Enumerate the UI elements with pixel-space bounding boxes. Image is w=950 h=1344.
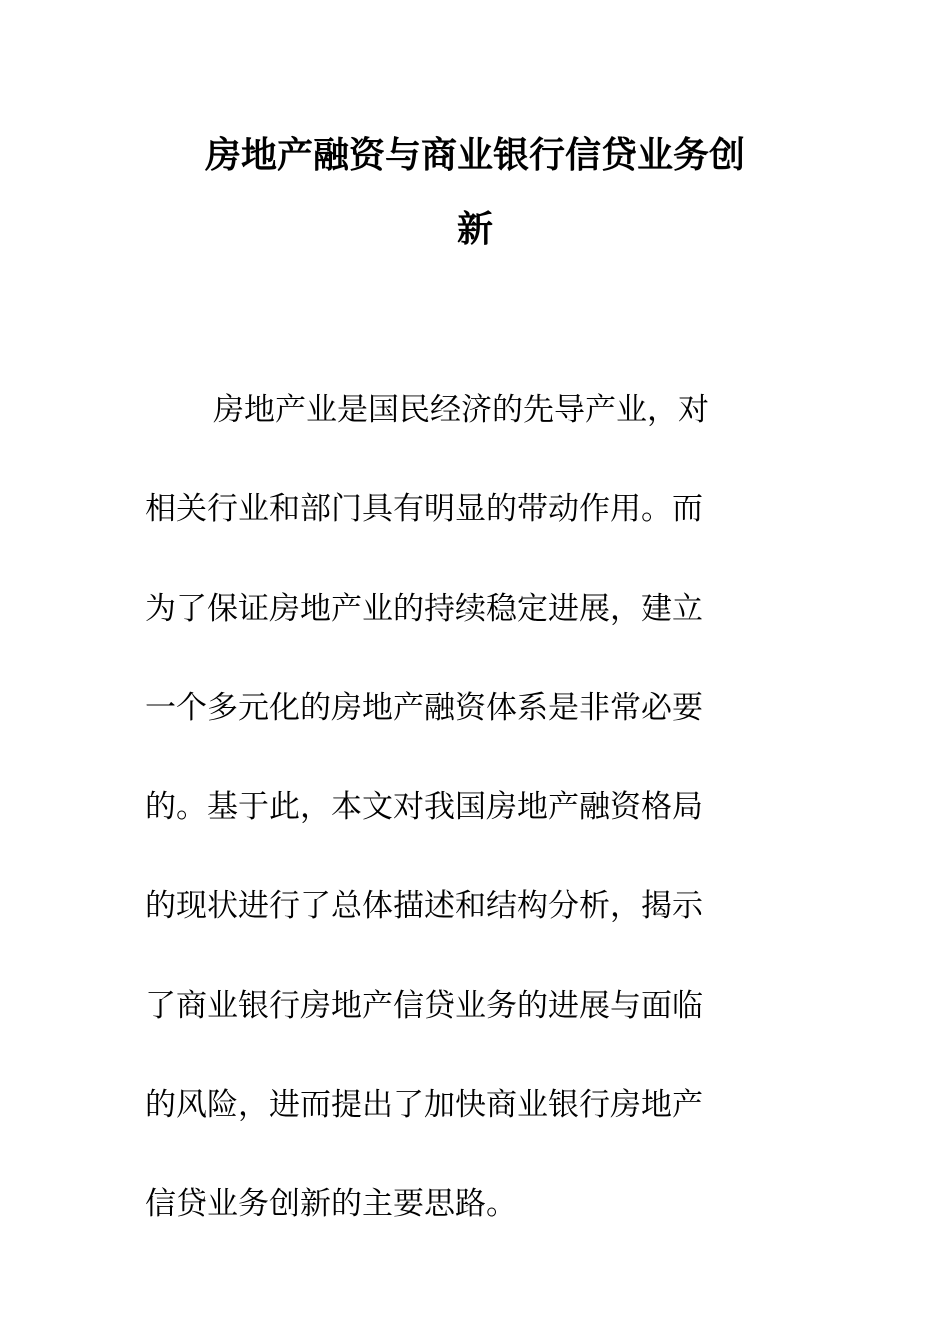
body-line: 信贷业务创新的主要思路。 — [145, 1186, 517, 1223]
title-line: 房地产融资与商业银行信贷业务创 — [204, 134, 745, 176]
body-line: 房地产业是国民经济的先导产业，对 — [213, 392, 709, 428]
body-line: 相关行业和部门具有明显的带动作用。而 — [145, 491, 703, 528]
body-line: 的风险，进而提出了加快商业银行房地产 — [145, 1087, 703, 1124]
body-line: 了商业银行房地产信贷业务的进展与面临 — [145, 987, 703, 1024]
body-line: 的。基于此，本文对我国房地产融资格局 — [145, 789, 703, 826]
document-title — [145, 118, 805, 266]
document-body — [145, 361, 785, 1255]
body-line: 的现状进行了总体描述和结构分析，揭示 — [145, 888, 703, 925]
title-line: 新 — [456, 208, 493, 250]
body-line: 为了保证房地产业的持续稳定进展，建立 — [145, 590, 703, 627]
body-line: 一个多元化的房地产融资体系是非常必要 — [145, 689, 703, 726]
